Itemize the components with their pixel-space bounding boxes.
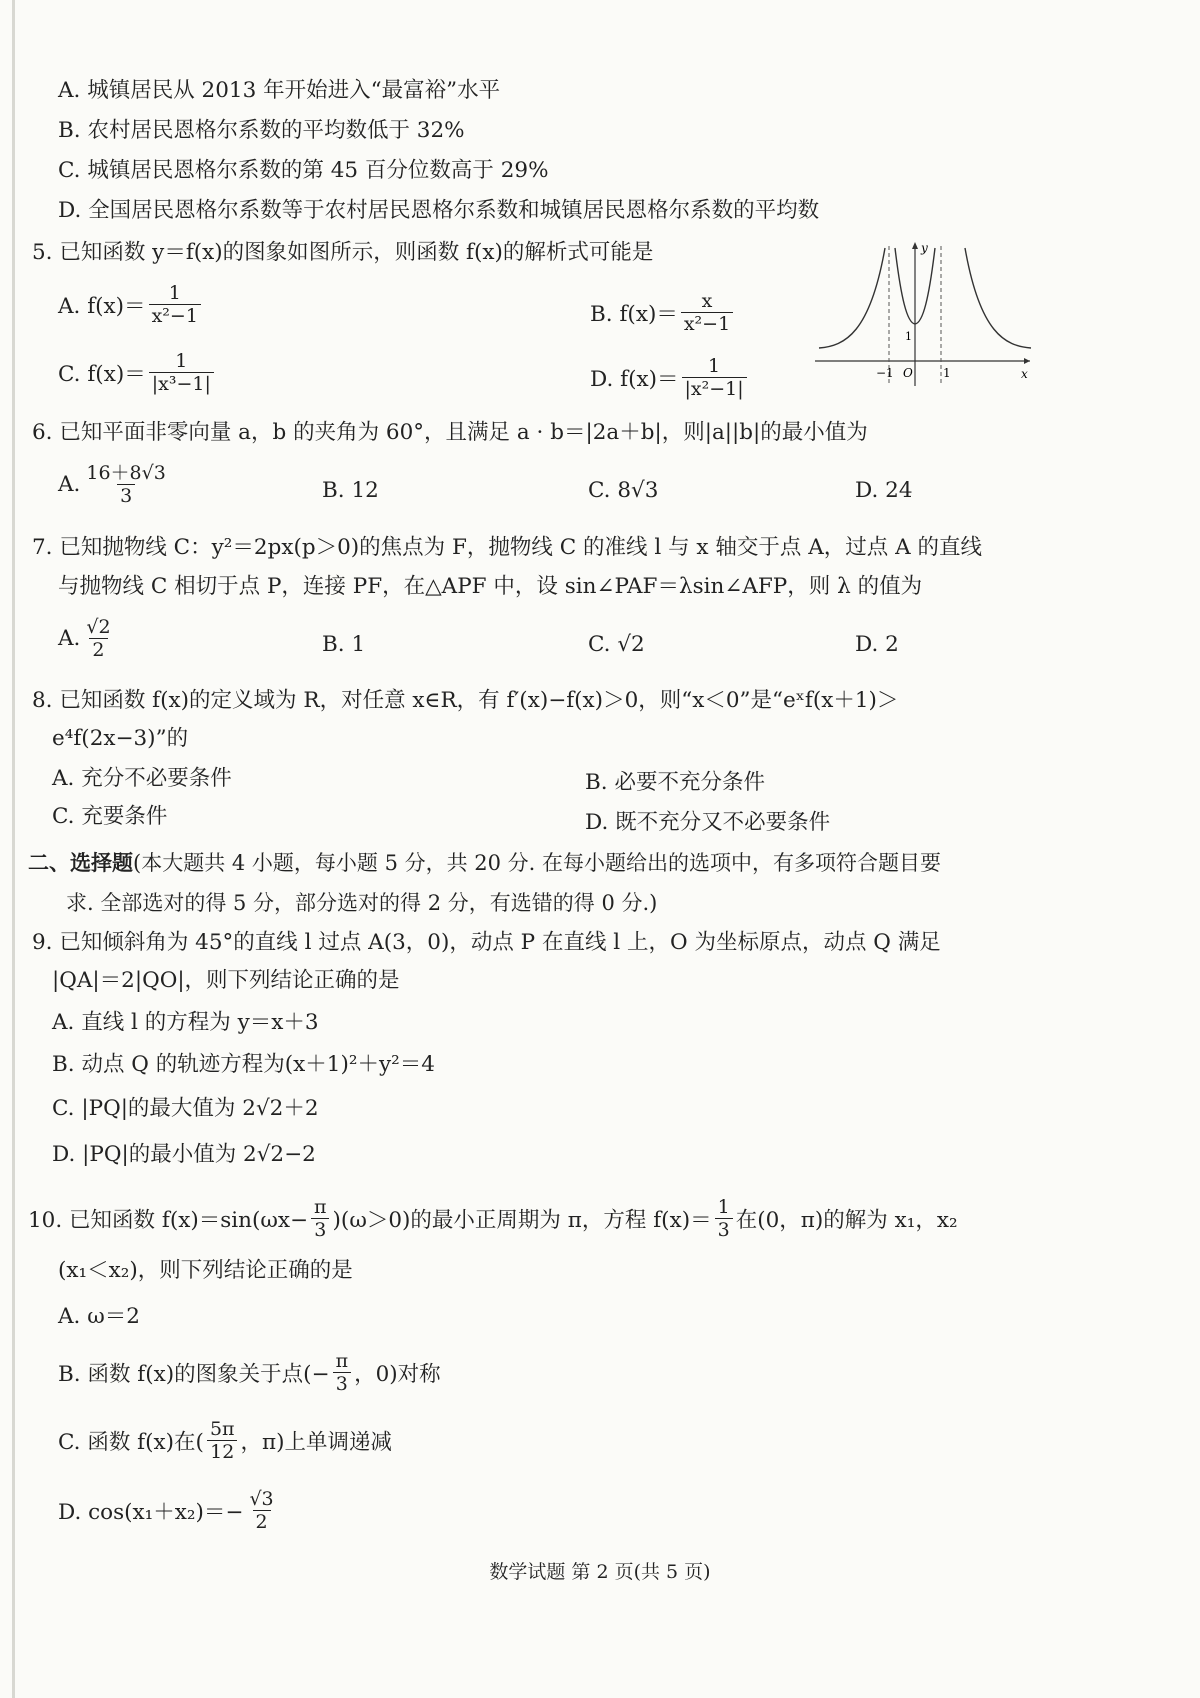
q9-option-a: A. 直线 l 的方程为 y＝x＋3 <box>52 1010 319 1035</box>
q10-d-num: √3 <box>249 1488 274 1510</box>
q10-frac2-den: 3 <box>715 1218 733 1241</box>
q9-option-c: C. |PQ|的最大值为 2√2＋2 <box>52 1096 319 1121</box>
section-2-instructions-2: 求. 全部选对的得 5 分，部分选对的得 2 分，有选错的得 0 分.) <box>66 891 658 915</box>
q4-option-a: A. 城镇居民从 2013 年开始进入“最富裕”水平 <box>58 78 501 103</box>
q7-option-c: C. √2 <box>588 632 645 657</box>
q5-d-fraction <box>682 355 747 400</box>
q5-c-num: 1 <box>175 350 188 372</box>
graph-curve-left <box>819 248 885 348</box>
q5-b-fraction <box>681 290 733 335</box>
q4-option-b: B. 农村居民恩格尔系数的平均数低于 32% <box>58 118 465 143</box>
q8-option-a: A. 充分不必要条件 <box>52 766 232 791</box>
q10-b-fraction <box>333 1350 352 1395</box>
graph-tick-1: 1 <box>943 366 951 380</box>
q10-c-text-b: ，π)上单调递减 <box>240 1430 393 1455</box>
q8-option-d: D. 既不充分又不必要条件 <box>585 810 831 835</box>
q6-option-b: B. 12 <box>322 478 379 503</box>
q9-option-b: B. 动点 Q 的轨迹方程为(x＋1)²＋y²＝4 <box>52 1052 435 1077</box>
q5-d-prefix: D. f(x)＝ <box>590 367 679 392</box>
q5-b-den: x²−1 <box>681 312 733 335</box>
q4-option-d: D. 全国居民恩格尔系数等于农村居民恩格尔系数和城镇居民恩格尔系数的平均数 <box>58 198 820 223</box>
q5-option-d <box>590 355 750 400</box>
q6-stem: 6. 已知平面非零向量 a，b 的夹角为 60°，且满足 a · b＝|2a＋b|，则|a||b|的最小值为 <box>32 420 868 445</box>
q8-option-c: C. 充要条件 <box>52 804 168 829</box>
q10-frac1-num: π <box>314 1196 327 1218</box>
q8-line-1: 8. 已知函数 f(x)的定义域为 R，对任意 x∈R，有 f′(x)−f(x)＞0，则“x＜0”是“eˣf(x＋1)＞ <box>32 688 899 713</box>
q10-line-1 <box>28 1196 958 1241</box>
q7-line-2: 与抛物线 C 相切于点 P，连接 PF，在△APF 中，设 sin∠PAF＝λsin∠AFP，则 λ 的值为 <box>58 574 923 599</box>
q5-a-fraction <box>149 282 201 327</box>
q10-c-num: 5π <box>209 1418 235 1440</box>
q6-a-num: 16＋8√3 <box>86 462 166 484</box>
q6-a-prefix: A. <box>58 472 81 497</box>
q5-function-graph <box>815 238 1035 388</box>
q5-c-den: |x³−1| <box>149 372 214 395</box>
q5-stem: 5. 已知函数 y＝f(x)的图象如图所示，则函数 f(x)的解析式可能是 <box>32 240 654 265</box>
q4-option-c: C. 城镇居民恩格尔系数的第 45 百分位数高于 29% <box>58 158 549 183</box>
page-footer: 数学试题 第 2 页(共 5 页) <box>489 1561 711 1583</box>
q5-a-den: x²−1 <box>149 304 201 327</box>
q10-frac2-num: 1 <box>717 1196 730 1218</box>
q5-option-b <box>590 290 736 335</box>
graph-y-label: y <box>921 241 928 255</box>
q10-option-a: A. ω＝2 <box>58 1304 140 1329</box>
graph-x-label: x <box>1021 367 1028 381</box>
q10-c-text-a: C. 函数 f(x)在( <box>58 1430 204 1455</box>
q10-b-den: 3 <box>333 1372 351 1395</box>
q7-a-prefix: A. <box>58 626 81 651</box>
q10-option-d <box>58 1488 280 1533</box>
q6-a-den: 3 <box>117 484 135 507</box>
graph-tick-neg1: −1 <box>876 366 894 380</box>
q10-b-num: π <box>335 1350 349 1372</box>
q5-b-num: x <box>701 290 713 312</box>
q8-option-b: B. 必要不充分条件 <box>585 770 765 795</box>
q10-c-den: 12 <box>207 1440 237 1463</box>
q5-c-prefix: C. f(x)＝ <box>58 362 146 387</box>
section-2-header <box>28 848 941 878</box>
q10-option-c <box>58 1418 392 1463</box>
q7-option-a <box>58 616 117 661</box>
q10-line-2: (x₁＜x₂)，则下列结论正确的是 <box>58 1258 353 1283</box>
q6-a-fraction <box>83 462 168 507</box>
q5-a-num: 1 <box>168 282 181 304</box>
q7-option-b: B. 1 <box>322 632 366 657</box>
q5-c-fraction <box>149 350 214 395</box>
q10-d-fraction <box>246 1488 276 1533</box>
q9-option-d: D. |PQ|的最小值为 2√2−2 <box>52 1142 316 1167</box>
graph-y-arrow <box>912 242 918 249</box>
q10-b-text-a: B. 函数 f(x)的图象关于点(− <box>58 1362 330 1387</box>
q10-option-b <box>58 1350 441 1395</box>
q7-option-d: D. 2 <box>855 632 899 657</box>
q10-d-den: 2 <box>253 1510 271 1533</box>
q10-stem-frac-1 <box>311 1196 330 1241</box>
q10-stem-frac-2 <box>715 1196 733 1241</box>
q6-option-d: D. 24 <box>855 478 913 503</box>
scan-edge <box>12 0 15 1698</box>
q7-a-den: 2 <box>89 638 107 661</box>
graph-x-arrow <box>1024 358 1030 364</box>
q5-a-prefix: A. f(x)＝ <box>58 294 146 319</box>
graph-curve-right <box>965 248 1031 348</box>
q7-a-fraction <box>83 616 113 661</box>
q5-option-a <box>58 282 204 327</box>
q5-option-c <box>58 350 217 395</box>
q5-b-prefix: B. f(x)＝ <box>590 302 678 327</box>
q5-d-num: 1 <box>708 355 721 377</box>
q7-line-1: 7. 已知抛物线 C：y²＝2px(p＞0)的焦点为 F，抛物线 C 的准线 l 与 x 轴交于点 A，过点 A 的直线 <box>32 535 982 560</box>
q10-stem-b: )(ω＞0)的最小正周期为 π，方程 f(x)＝ <box>332 1208 712 1233</box>
graph-ytick-1: 1 <box>905 330 912 343</box>
q6-option-a <box>58 462 172 507</box>
q10-d-text-a: D. cos(x₁＋x₂)＝− <box>58 1500 244 1525</box>
q10-b-text-b: ，0)对称 <box>354 1362 441 1387</box>
q10-stem-c: 在(0，π)的解为 x₁，x₂ <box>735 1208 958 1233</box>
section-2-title: 二、选择题 <box>28 851 133 875</box>
q10-frac1-den: 3 <box>311 1218 329 1241</box>
q6-option-c: C. 8√3 <box>588 478 659 503</box>
q10-stem-a: 10. 已知函数 f(x)＝sin(ωx− <box>28 1208 309 1233</box>
section-2-instructions-1: (本大题共 4 小题，每小题 5 分，共 20 分. 在每小题给出的选项中，有多项符合题目要 <box>133 851 942 875</box>
q9-line-1: 9. 已知倾斜角为 45°的直线 l 过点 A(3，0)，动点 P 在直线 l 上，O 为坐标原点，动点 Q 满足 <box>32 930 941 955</box>
q8-line-2: e⁴f(2x−3)”的 <box>52 726 189 751</box>
q10-c-fraction <box>207 1418 238 1463</box>
graph-origin: O <box>903 366 913 380</box>
q5-d-den: |x²−1| <box>682 377 747 400</box>
q9-line-2: |QA|＝2|QO|，则下列结论正确的是 <box>52 968 400 993</box>
q7-a-num: √2 <box>86 616 111 638</box>
